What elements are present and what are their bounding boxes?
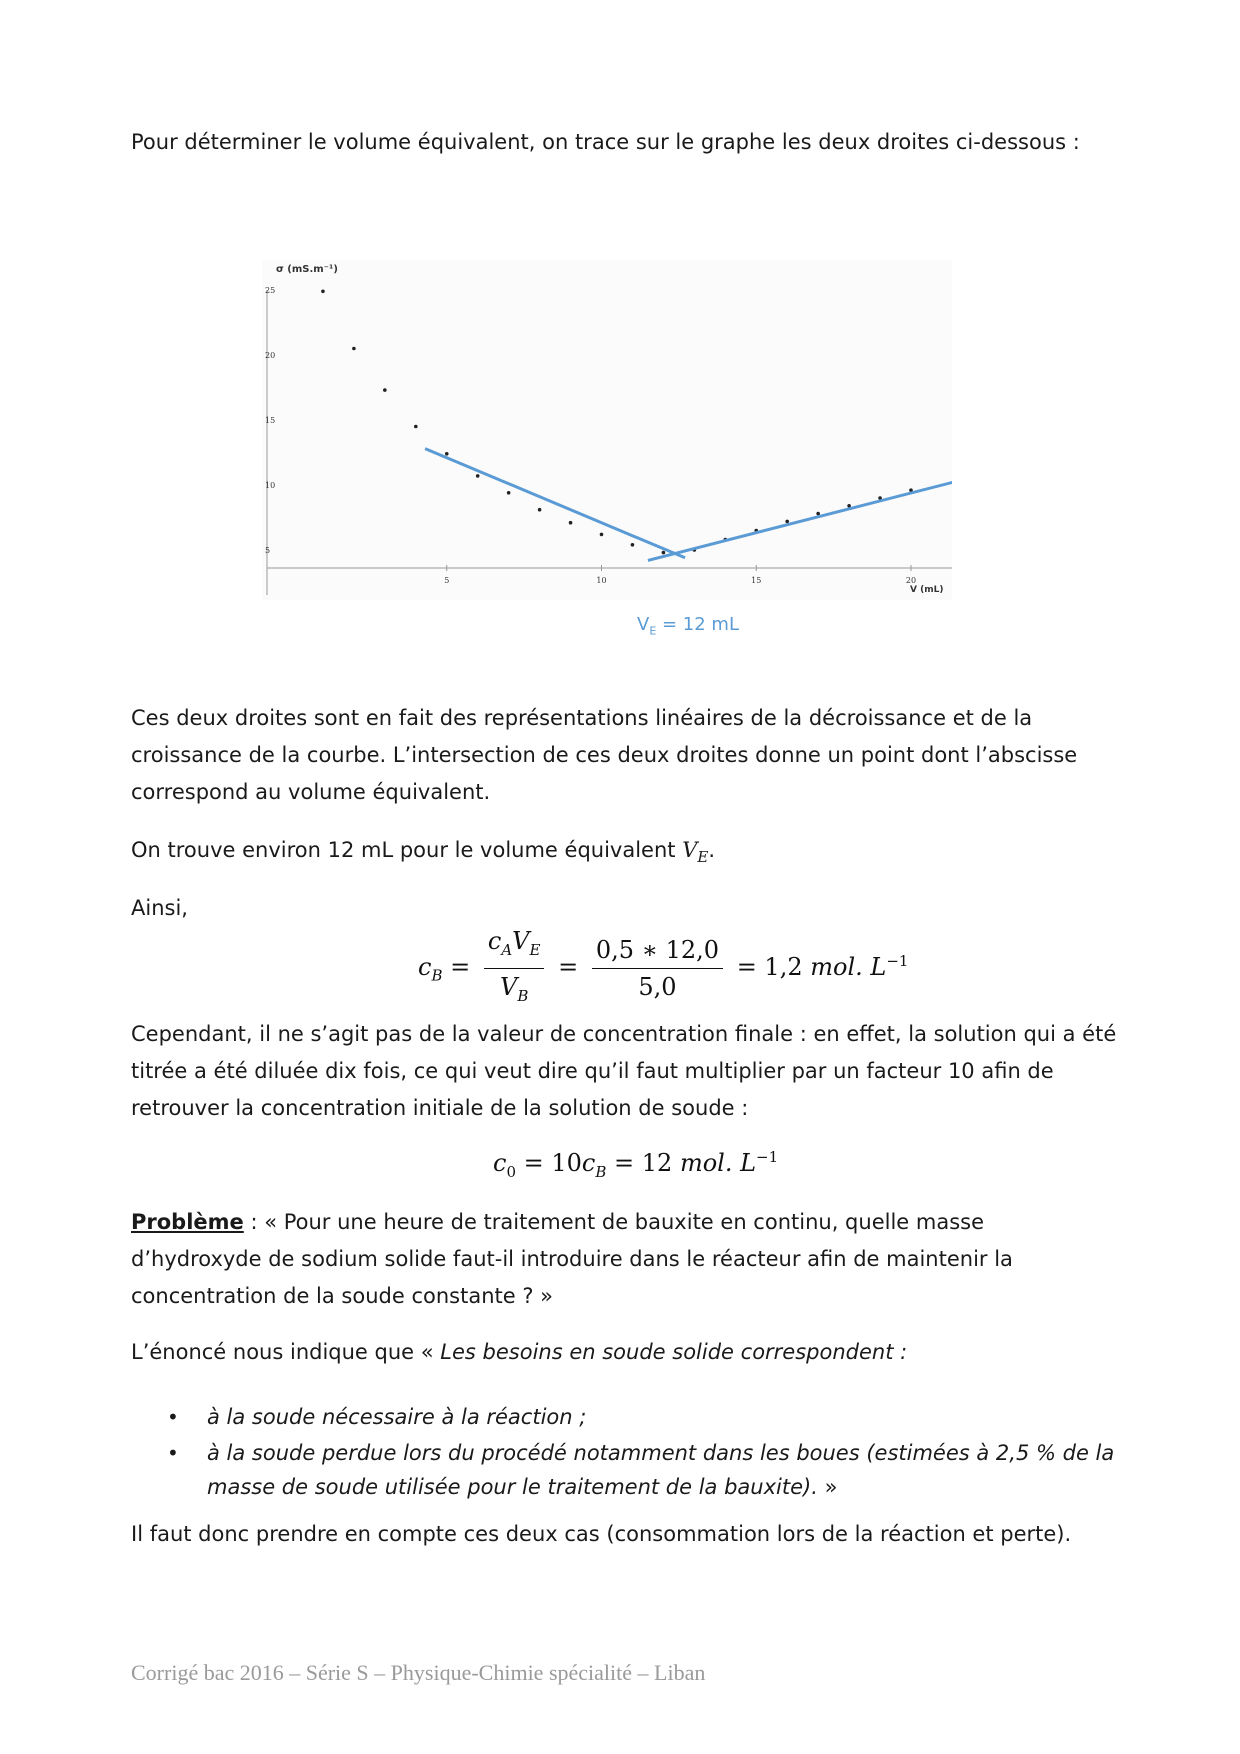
conductivity-chart <box>262 260 952 600</box>
ve-value: = 12 mL <box>656 614 739 635</box>
data-point <box>569 521 573 525</box>
equation-cb <box>418 926 908 1011</box>
eq1-result: = 1,2 <box>736 952 811 981</box>
enonce-intro: L’énoncé nous indique que « <box>131 1340 441 1364</box>
data-point <box>383 388 387 392</box>
ve-subscript: E <box>649 624 657 638</box>
data-point <box>600 533 604 537</box>
data-point <box>662 551 666 555</box>
eq1-unit: mol. L <box>810 952 887 981</box>
result-text: On trouve environ 12 mL pour le volume équivalent <box>131 838 683 862</box>
y-axis-label: σ (mS.m⁻¹) <box>276 264 338 275</box>
x-axis-label: V (mL) <box>910 585 944 595</box>
probleme-text: : « Pour une heure de traitement de bauxite en continu, quelle masse d’hydroxyde de sodium solide faut-il introduire dans le réacteur afin de maintenir la concentration de la soude constante ? » <box>131 1210 1013 1308</box>
eq1-equals: = <box>450 952 471 981</box>
result-end: . <box>708 838 716 862</box>
eq1-f1-den: V <box>499 972 518 1001</box>
enonce-paragraph <box>131 1334 1121 1371</box>
y-tick-label: 10 <box>265 481 276 490</box>
bullet-2-text: à la soude perdue lors du procédé notamment dans les boues (estimées à 2,5 % de la masse de soude utilisée pour le traitement de la bauxite). <box>207 1441 1115 1499</box>
dilution-paragraph: Cependant, il ne s’agit pas de la valeur de concentration finale : en effet, la solution qui a été titrée a été diluée dix fois, ce qui veut dire qu’il faut multiplier par un facteur 10 afin de retrouver la concentration initiale de la solution de soude : <box>131 1022 1117 1120</box>
data-point <box>321 290 325 294</box>
probleme-paragraph <box>131 1204 1121 1315</box>
bullet-icon: • <box>167 1441 179 1465</box>
result-variable-sub: E <box>697 848 709 867</box>
x-tick-label: 5 <box>444 576 450 585</box>
data-point <box>445 452 449 456</box>
eq1-f1-num: c <box>487 927 502 955</box>
ve-label <box>637 614 739 638</box>
eq1-f1-num2: V <box>512 927 530 955</box>
x-tick-label: 15 <box>751 576 762 585</box>
intro-paragraph: Pour déterminer le volume équivalent, on trace sur le graphe les deux droites ci-dessous : <box>131 130 1080 154</box>
eq2-mid: c <box>581 1149 596 1177</box>
ve-symbol: V <box>637 614 650 635</box>
bullet-2-end: » <box>817 1475 838 1499</box>
chart-background <box>262 260 952 600</box>
eq1-lhs-sub: B <box>431 966 443 985</box>
data-point <box>476 474 480 478</box>
x-tick-label: 20 <box>905 576 917 585</box>
conclusion-paragraph: Il faut donc prendre en compte ces deux cas (consommation lors de la réaction et perte). <box>131 1522 1072 1546</box>
eq2-lhs: c <box>493 1149 507 1177</box>
data-point <box>816 512 820 516</box>
result-paragraph <box>131 832 1121 876</box>
page-footer: Corrigé bac 2016 – Série S – Physique-Chimie spécialité – Liban <box>131 1660 706 1685</box>
explanation-paragraph: Ces deux droites sont en fait des représentations linéaires de la décroissance et de la croissance de la courbe. L’intersection de ces deux droites donne un point dont l’abscisse correspond au volume équivalent. <box>131 706 1078 804</box>
data-point <box>352 347 356 351</box>
eq1-f1-num2-sub: E <box>529 940 541 959</box>
enonce-quote: Les besoins en soude solide correspondent : <box>440 1340 908 1364</box>
needs-list <box>131 1400 1121 1506</box>
data-point <box>631 543 635 547</box>
eq2-exp: −1 <box>756 1148 779 1166</box>
list-item <box>131 1436 1121 1504</box>
result-variable: V <box>682 838 698 862</box>
y-tick-label: 25 <box>265 286 276 295</box>
eq1-f1-num-sub: A <box>501 940 513 959</box>
bullet-1-text: à la soude nécessaire à la réaction ; <box>207 1405 587 1429</box>
ainsi-text: Ainsi, <box>131 896 188 920</box>
eq1-exp: −1 <box>886 951 909 970</box>
x-tick-label: 10 <box>596 576 607 585</box>
y-tick-label: 15 <box>265 416 276 425</box>
data-point <box>414 425 418 429</box>
bullet-icon: • <box>167 1405 179 1429</box>
eq1-f1-den-sub: B <box>517 986 529 1005</box>
eq2-mid-sub: B <box>595 1162 607 1181</box>
list-item <box>131 1400 1121 1434</box>
eq2-eq: = 10 <box>516 1149 582 1177</box>
eq2-eq2: = 12 <box>606 1149 680 1177</box>
eq1-f2-num: 0,5 ∗ 12,0 <box>592 935 723 969</box>
y-tick-label: 20 <box>265 351 276 360</box>
eq1-fraction-2 <box>592 935 723 1002</box>
equation-c0 <box>493 1148 778 1181</box>
eq1-lhs: c <box>418 952 432 981</box>
y-tick-label: 5 <box>265 546 271 555</box>
eq1-fraction-1 <box>484 926 545 1011</box>
eq2-unit: mol. L <box>679 1149 757 1177</box>
data-point <box>785 520 789 524</box>
data-point <box>507 491 511 495</box>
eq1-equals-2: = <box>558 952 579 981</box>
eq2-lhs-sub: 0 <box>506 1162 516 1181</box>
probleme-label: Problème <box>131 1210 244 1234</box>
data-point <box>538 508 542 512</box>
eq1-f2-den: 5,0 <box>638 972 677 1001</box>
